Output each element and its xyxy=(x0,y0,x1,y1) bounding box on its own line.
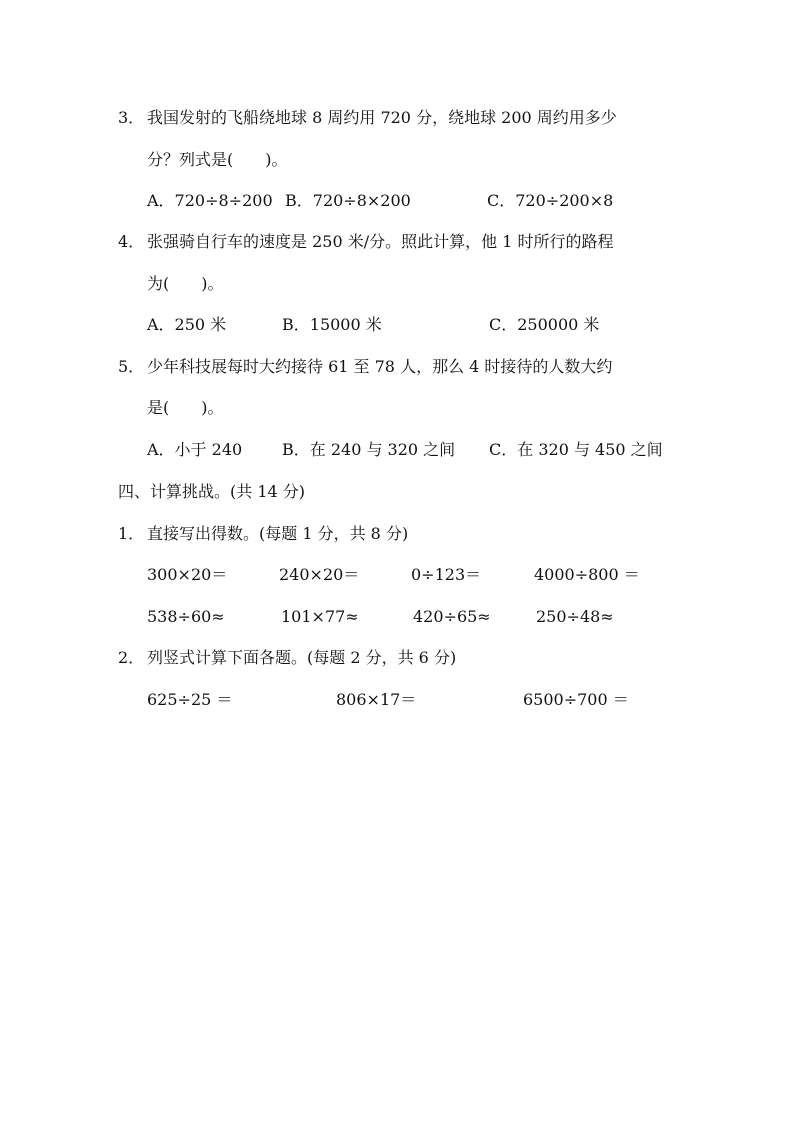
option-b: B．15000 米 xyxy=(282,315,382,334)
option-c: C．在 320 与 450 之间 xyxy=(489,440,663,459)
option-a: A．250 米 xyxy=(147,315,227,334)
option-a: A．720÷8÷200 xyxy=(147,191,273,210)
calc-item: 806×17＝ xyxy=(336,690,417,709)
calc-item: 240×20＝ xyxy=(279,565,360,584)
option-c: C．250000 米 xyxy=(489,315,600,334)
calc-item: 420÷65≈ xyxy=(413,607,491,626)
question-text-line2: 为( )。 xyxy=(147,274,224,293)
calc-item: 101×77≈ xyxy=(281,607,359,626)
question-text: 直接写出得数。(每题 1 分，共 8 分) xyxy=(147,524,409,543)
option-b: B．720÷8×200 xyxy=(285,191,411,210)
section-title: 四、计算挑战。(共 14 分) xyxy=(118,482,306,501)
option-b: B．在 240 与 320 之间 xyxy=(282,440,456,459)
calc-item: 4000÷800 ＝ xyxy=(534,565,640,584)
calc-item: 538÷60≈ xyxy=(147,607,225,626)
calc-item: 0÷123＝ xyxy=(411,565,482,584)
question-number: 2． xyxy=(118,648,145,667)
question-text-line1: 少年科技展每时大约接待 61 至 78 人，那么 4 时接待的人数大约 xyxy=(147,357,613,376)
calc-item: 6500÷700 ＝ xyxy=(523,690,629,709)
calc-item: 250÷48≈ xyxy=(536,607,614,626)
question-text-line2: 是( )。 xyxy=(147,398,224,417)
question-number: 4． xyxy=(118,232,145,251)
question-number: 1． xyxy=(118,524,145,543)
calc-item: 300×20＝ xyxy=(147,565,228,584)
option-c: C．720÷200×8 xyxy=(487,191,614,210)
question-text-line2: 分？列式是( )。 xyxy=(147,150,288,169)
calc-item: 625÷25 ＝ xyxy=(147,690,233,709)
question-text-line1: 我国发射的飞船绕地球 8 周约用 720 分，绕地球 200 周约用多少 xyxy=(147,108,617,127)
question-text-line1: 张强骑自行车的速度是 250 米/分。照此计算，他 1 时所行的路程 xyxy=(147,232,614,251)
option-a: A．小于 240 xyxy=(147,440,243,459)
question-number: 3． xyxy=(118,108,145,127)
question-number: 5． xyxy=(118,357,145,376)
question-text: 列竖式计算下面各题。(每题 2 分，共 6 分) xyxy=(147,648,457,667)
